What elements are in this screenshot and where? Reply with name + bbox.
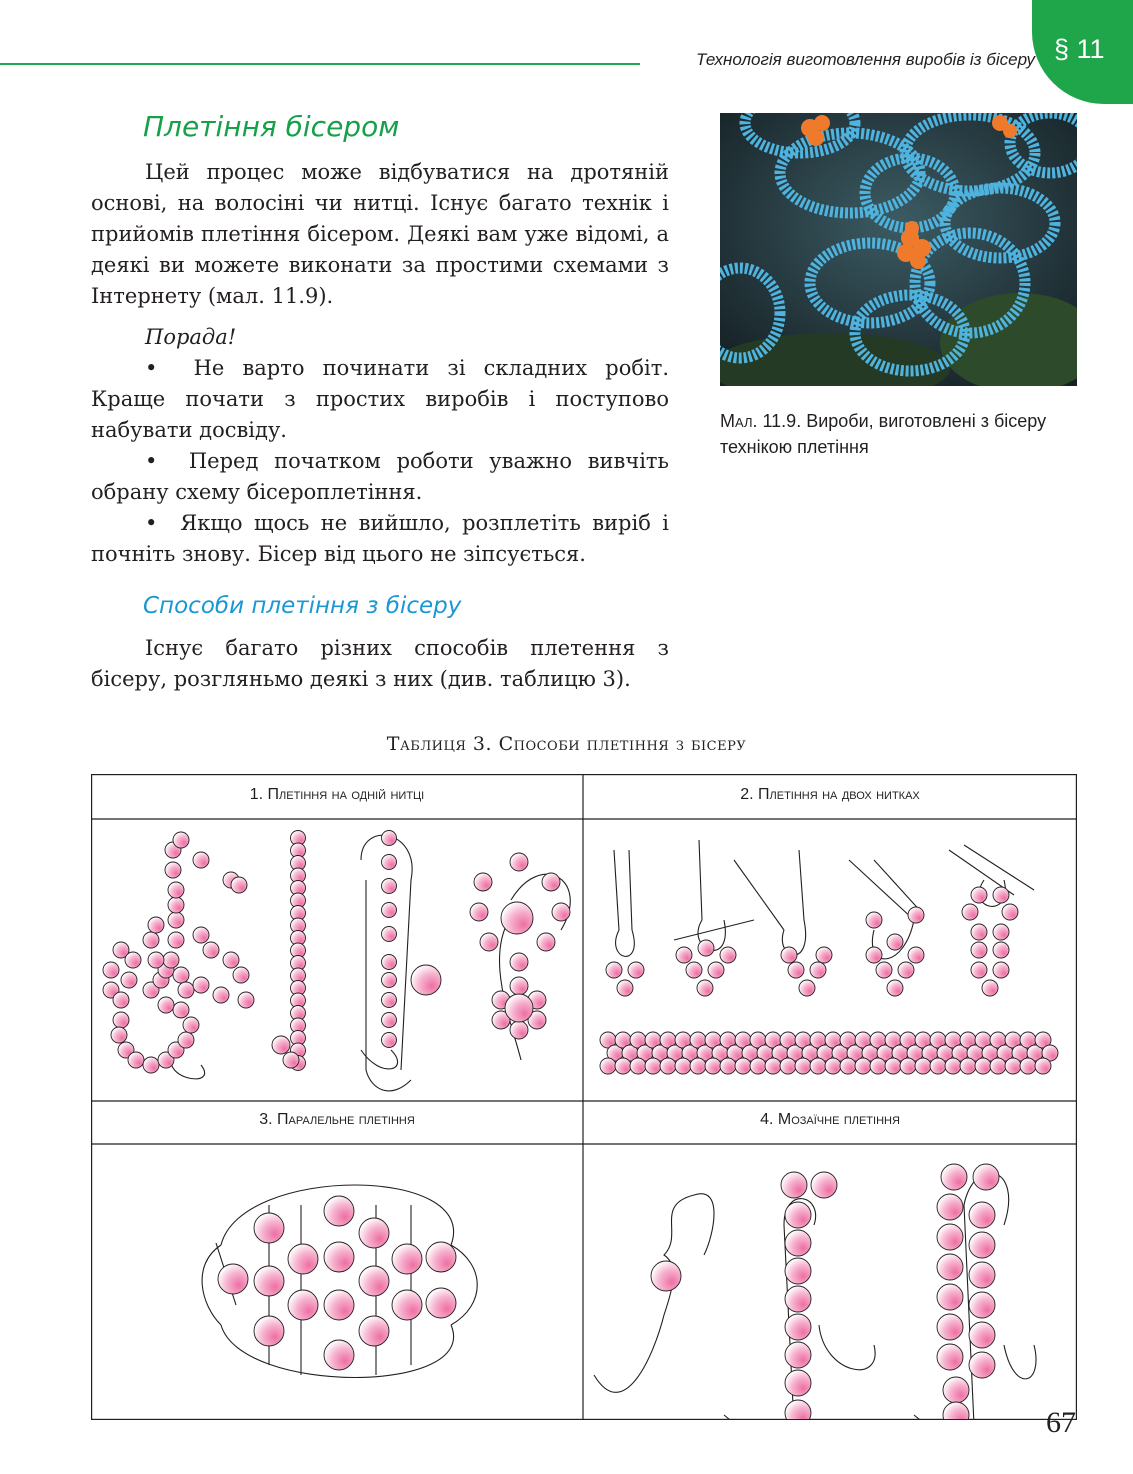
bead: [973, 1164, 999, 1190]
parallel-weaving-diagram: [91, 1145, 583, 1419]
bead: [103, 962, 119, 978]
bead: [870, 1058, 886, 1074]
bead: [615, 1058, 631, 1074]
bead: [193, 927, 209, 943]
header-rule: [0, 63, 640, 65]
thread: [734, 860, 784, 930]
bead: [785, 1258, 811, 1284]
bead: [898, 962, 914, 978]
thread: [614, 850, 619, 930]
bead: [915, 1058, 931, 1074]
bead: [887, 980, 903, 996]
bead: [930, 1058, 946, 1074]
tip-item: [91, 508, 669, 570]
caption-label: Мал.: [720, 411, 758, 431]
bead: [168, 932, 184, 948]
bead: [324, 1242, 354, 1272]
bead: [937, 1314, 963, 1340]
bead: [971, 962, 987, 978]
bead: [943, 1377, 969, 1403]
bead: [810, 1058, 826, 1074]
bead: [617, 980, 633, 996]
bead: [630, 1058, 646, 1074]
bead: [781, 947, 797, 963]
figure-caption: [720, 408, 1080, 460]
caption-text: 11.9. Вироби, виготовлені з бісеру технікою плетіння: [720, 411, 1047, 457]
bead: [382, 855, 397, 870]
bead: [382, 903, 397, 918]
bead: [382, 831, 397, 846]
bead: [750, 1058, 766, 1074]
bead: [178, 1032, 194, 1048]
bead: [382, 993, 397, 1008]
bead: [148, 917, 164, 933]
bead: [971, 942, 987, 958]
bead: [606, 962, 622, 978]
bead: [163, 952, 179, 968]
bead: [690, 1058, 706, 1074]
bead: [158, 997, 174, 1013]
bead: [943, 1402, 969, 1419]
bead: [1005, 1058, 1021, 1074]
section-heading: Плетіння бісером: [143, 110, 400, 143]
bead: [969, 1352, 995, 1378]
bead: [698, 940, 714, 956]
bead: [600, 1058, 616, 1074]
subsection-heading: Способи плетіння з бісеру: [143, 593, 462, 619]
bead: [359, 1316, 389, 1346]
bead: [651, 1261, 681, 1291]
bead: [962, 904, 978, 920]
bead: [238, 992, 254, 1008]
bead: [937, 1254, 963, 1280]
bead: [501, 902, 533, 934]
bead: [720, 1058, 736, 1074]
bead: [411, 965, 441, 995]
thread: [202, 1245, 221, 1325]
bead: [283, 1052, 299, 1068]
bead: [855, 1058, 871, 1074]
section-badge: [1032, 0, 1133, 104]
bead: [121, 972, 137, 988]
bead: [254, 1266, 284, 1296]
bead: [125, 952, 141, 968]
bead: [510, 1021, 528, 1039]
bead: [975, 1058, 991, 1074]
bead: [470, 903, 488, 921]
bead: [705, 1058, 721, 1074]
subsection-text: Існує багато різних способів плетення з бісеру, розгляньмо деякі з них (див. таблицю 3).: [91, 636, 669, 691]
bead: [382, 1013, 397, 1028]
bead: [885, 1058, 901, 1074]
bead: [993, 887, 1009, 903]
bead: [510, 977, 528, 995]
table-caption: Таблиця 3. Способи плетіння з бісеру: [386, 733, 747, 755]
tip-item: [91, 353, 669, 446]
bead: [1020, 1058, 1036, 1074]
bead: [676, 947, 692, 963]
bead: [288, 1244, 318, 1274]
bead: [825, 1058, 841, 1074]
bead: [780, 1058, 796, 1074]
tip-item: [91, 446, 669, 508]
single-thread-diagram: [91, 820, 583, 1100]
bead: [993, 924, 1009, 940]
bead: [426, 1242, 456, 1272]
subsection-paragraph: [91, 633, 669, 695]
bead: [969, 1322, 995, 1348]
bead: [359, 1218, 389, 1248]
bead: [510, 853, 528, 871]
bead: [173, 832, 189, 848]
bead: [993, 962, 1009, 978]
bead: [426, 1288, 456, 1318]
bead: [675, 1058, 691, 1074]
bead: [193, 852, 209, 868]
bead: [937, 1284, 963, 1310]
bead: [288, 1290, 318, 1320]
bead: [505, 994, 533, 1022]
bead: [969, 1262, 995, 1288]
bead: [359, 1266, 389, 1296]
cell-4-title: 4. Мозаїчне плетіння: [760, 1111, 900, 1128]
tip-item-text: Якщо щось не вийшло, розплетіть виріб і почніть знову. Бісер від цього не зіпсується.: [91, 511, 669, 566]
bead: [480, 933, 498, 951]
bead: [785, 1400, 811, 1419]
bullet-icon: •: [145, 449, 189, 473]
bead: [148, 952, 164, 968]
bead: [941, 1164, 967, 1190]
thread: [699, 840, 702, 920]
bead: [811, 1172, 837, 1198]
bead: [908, 907, 924, 923]
thread: [594, 1194, 714, 1393]
bead: [660, 1058, 676, 1074]
thread: [616, 930, 635, 956]
bead: [866, 912, 882, 928]
bead: [173, 1002, 189, 1018]
bead: [781, 1172, 807, 1198]
bead: [324, 1290, 354, 1320]
bead: [785, 1286, 811, 1312]
running-header: Технологія виготовлення виробів із бісеру: [696, 50, 1035, 69]
bead: [708, 962, 724, 978]
bead: [788, 962, 804, 978]
bead: [183, 1017, 199, 1033]
bead: [686, 962, 702, 978]
bead: [254, 1316, 284, 1346]
section-number: § 11: [1054, 34, 1105, 64]
thread: [674, 920, 754, 940]
beaded-flowers-photo: [720, 113, 1077, 386]
bead: [272, 1036, 290, 1054]
bead: [193, 977, 209, 993]
bead: [382, 955, 397, 970]
bullet-icon: •: [145, 356, 194, 380]
bead: [382, 927, 397, 942]
bead: [203, 942, 219, 958]
bead: [173, 967, 189, 983]
bead: [168, 912, 184, 928]
cell-1-title: 1. Плетіння на одній нитці: [249, 786, 425, 803]
bead: [324, 1340, 354, 1370]
bead: [785, 1202, 811, 1228]
bead: [816, 947, 832, 963]
bead: [113, 1012, 129, 1028]
bead: [785, 1342, 811, 1368]
bead: [231, 877, 247, 893]
bead: [982, 980, 998, 996]
bead: [218, 1264, 248, 1294]
bead: [840, 1058, 856, 1074]
bead: [945, 1058, 961, 1074]
mosaic-weaving-diagram: [584, 1145, 1076, 1419]
bead: [971, 924, 987, 940]
bead: [392, 1244, 422, 1274]
tip-item-text: Не варто починати зі складних робіт. Краще почати з простих виробів і поступово набувати досвіду.: [91, 356, 669, 442]
bead: [254, 1213, 284, 1243]
bead: [969, 1292, 995, 1318]
bead: [223, 952, 239, 968]
bead: [900, 1058, 916, 1074]
bead: [168, 897, 184, 913]
bead: [1002, 904, 1018, 920]
bead: [866, 947, 882, 963]
bead: [937, 1344, 963, 1370]
bead: [382, 1033, 397, 1048]
bead: [537, 933, 555, 951]
tip-item-text: Перед початком роботи уважно вивчіть обрану схему бісероплетіння.: [91, 449, 669, 504]
bead: [765, 1058, 781, 1074]
bead: [324, 1196, 354, 1226]
thread: [799, 850, 804, 920]
intro-paragraph: [91, 157, 669, 312]
bead: [993, 942, 1009, 958]
page-number: 67: [1046, 1406, 1076, 1439]
bead: [143, 932, 159, 948]
bead: [143, 1057, 159, 1073]
weaving-methods-table: [91, 774, 1077, 1420]
cell-2-title: 2. Плетіння на двох нитках: [740, 786, 920, 803]
bead: [799, 980, 815, 996]
bead: [971, 887, 987, 903]
bead: [908, 947, 924, 963]
bead: [213, 987, 229, 1003]
bead: [168, 882, 184, 898]
bead: [785, 1370, 811, 1396]
bead: [542, 873, 560, 891]
bead: [178, 982, 194, 998]
bead: [382, 973, 397, 988]
bead: [111, 1027, 127, 1043]
bead: [474, 873, 492, 891]
bead: [960, 1058, 976, 1074]
bead: [382, 879, 397, 894]
bead: [697, 980, 713, 996]
bead: [876, 962, 892, 978]
bead: [552, 903, 570, 921]
intro-text: Цей процес може відбуватися на дротяній основі, на волосіні чи нитці. Існує багато технік і прийомів плетіння бісером. Деякі вам уже відомі, а деякі ви можете виконати за простими схемами з Інтернету (мал. 11.9).: [91, 160, 669, 308]
two-thread-diagram: [584, 820, 1076, 1100]
bead: [628, 962, 644, 978]
tip-label: Порада!: [145, 325, 237, 349]
bead: [785, 1314, 811, 1340]
thread: [629, 850, 632, 930]
bead: [128, 1052, 144, 1068]
bead: [1035, 1058, 1051, 1074]
bead: [990, 1058, 1006, 1074]
bead: [969, 1232, 995, 1258]
bead: [969, 1202, 995, 1228]
cell-3-title: 3. Паралельне плетіння: [259, 1111, 415, 1128]
bead: [645, 1058, 661, 1074]
bead: [937, 1224, 963, 1250]
bead: [735, 1058, 751, 1074]
bead: [810, 962, 826, 978]
bead: [233, 967, 249, 983]
bead: [785, 1230, 811, 1256]
bead: [795, 1058, 811, 1074]
tip-block: [91, 322, 669, 570]
bead: [165, 862, 181, 878]
bead: [510, 953, 528, 971]
bead: [720, 947, 736, 963]
bead: [937, 1194, 963, 1220]
bead: [392, 1290, 422, 1320]
bullet-icon: •: [145, 511, 181, 535]
bead: [113, 992, 129, 1008]
bead: [887, 934, 903, 950]
